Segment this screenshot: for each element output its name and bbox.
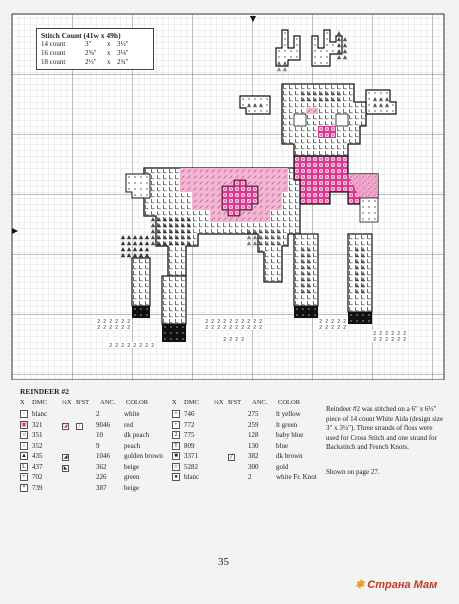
legend-row: + 702 226 green xyxy=(20,472,163,483)
stitching-note: Reindeer #2 was stitched on a 6" x 6½" piece of 14 count White Aida (design size 3" x 3½"). Three strands of floss were used for Cross Stitch and one strand for Backstitch and French Knots. xyxy=(326,405,444,451)
legend-row: * 739 387 beige xyxy=(20,483,163,494)
stitch-count-box xyxy=(36,28,154,70)
legend-title: REINDEER #2 xyxy=(20,387,69,396)
stitch-count-row: 18 count 2⅓" x 2¾" xyxy=(41,58,129,66)
legend-row: + 772 259 lt green xyxy=(172,420,317,431)
legend-column-left xyxy=(20,409,163,493)
legend-row: L 437 ◣ 362 beige xyxy=(20,462,163,473)
header-color: COLOR xyxy=(278,399,301,406)
legend-column-right xyxy=(172,409,317,483)
page-number: 35 xyxy=(218,556,229,568)
header-dmc: DMC xyxy=(184,399,199,406)
header-quarter: ¼X xyxy=(62,399,72,406)
stitch-count-row: 14 count 3" x 3½" xyxy=(41,40,129,48)
header-anc: ANC. xyxy=(252,399,268,406)
legend-row: ■ 3371 ╱ 382 dk brown xyxy=(172,451,317,462)
legend-row: 2 775 128 baby blue xyxy=(172,430,317,441)
legend-row: ÷ 352 9 peach xyxy=(20,441,163,452)
legend-row: ○ 351 10 dk peach xyxy=(20,430,163,441)
header-bst: B'ST xyxy=(228,399,242,406)
shown-on-page: Shown on page 27. xyxy=(326,468,380,476)
legend-row: ▲ 435 ◢ 1046 golden brown xyxy=(21,452,163,460)
header-quarter: ¼X xyxy=(214,399,224,406)
header-x: X xyxy=(172,399,177,406)
watermark-logo: ✱ Страна Мам xyxy=(355,579,438,591)
header-dmc: DMC xyxy=(32,399,47,406)
legend-row: = 746 275 lt yellow xyxy=(172,409,317,420)
legend-row: ▣ 321 ◪ ╱ 9046 red xyxy=(21,420,133,429)
header-x: X xyxy=(20,399,25,406)
header-anc: ANC. xyxy=(100,399,116,406)
legend-row: ● blanc 2 white Fr. Knot xyxy=(172,472,317,483)
star-icon: ✱ xyxy=(355,579,365,591)
stitch-count-title: Stitch Count (41w x 49h) xyxy=(41,31,121,40)
stitch-count-row: 16 count 2⅝" x 3⅛" xyxy=(41,49,129,57)
header-bst: B'ST xyxy=(76,399,90,406)
header-color: COLOR xyxy=(126,399,149,406)
legend-row: ☆ 5282 300 gold xyxy=(173,462,289,471)
legend-row: T 809 130 blue xyxy=(172,441,317,452)
legend-row: · blanc 2 white xyxy=(20,409,163,420)
